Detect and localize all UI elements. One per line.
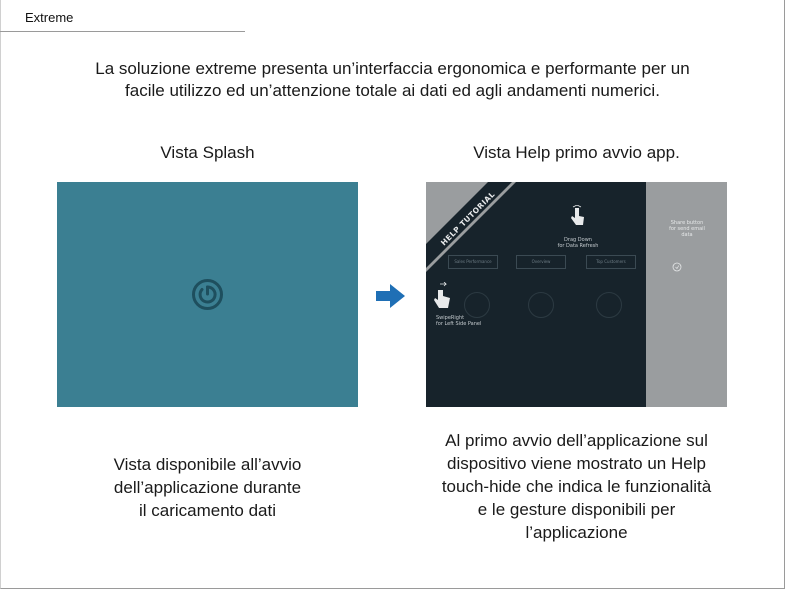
intro-line: La soluzione extreme presenta un’interfaccia ergonomica e performante per un [95, 59, 690, 78]
tab-hint-2: Overview [516, 255, 566, 269]
clock-circle-icon [528, 292, 554, 318]
help-caption: Vista Help primo avvio app. [473, 143, 680, 162]
splash-description: Vista disponibile all’avvio dell’applicazione durante il caricamento dati [113, 455, 302, 520]
splash-caption: Vista Splash [160, 143, 255, 162]
tab-hint-1: Sales Performance [448, 255, 498, 269]
help-description: Al primo avvio dell’applicazione sul dispositivo viene mostrato un Help touch-hide che indica le funzionalità e le gesture disponibili per l’applicazione [441, 431, 712, 542]
drag-down-hand-icon [567, 205, 587, 229]
header-divider [0, 31, 245, 32]
drag-hint: Drag Down for Data Refresh [557, 237, 599, 249]
tab-hint-3: Top Customers [586, 255, 636, 269]
help-side-panel [646, 182, 727, 407]
header-title: Extreme [25, 10, 74, 25]
intro-line: facile utilizzo ed un’attenzione totale ai dati ed agli andamenti numerici. [125, 81, 660, 100]
power-logo-icon [191, 278, 224, 311]
swipe-hint: SwipeRight for Left Side Panel [436, 315, 482, 327]
chart-circle-icon [596, 292, 622, 318]
help-banner-text: HELP TUTORIAL [439, 189, 497, 248]
help-screenshot [426, 182, 727, 407]
intro-text [40, 58, 745, 102]
swipe-right-hand-icon [432, 282, 454, 310]
side-hint: Share button for send email data [669, 220, 705, 238]
arrow-right-icon [376, 283, 406, 309]
splash-screenshot [57, 182, 358, 407]
share-icon [672, 262, 682, 272]
